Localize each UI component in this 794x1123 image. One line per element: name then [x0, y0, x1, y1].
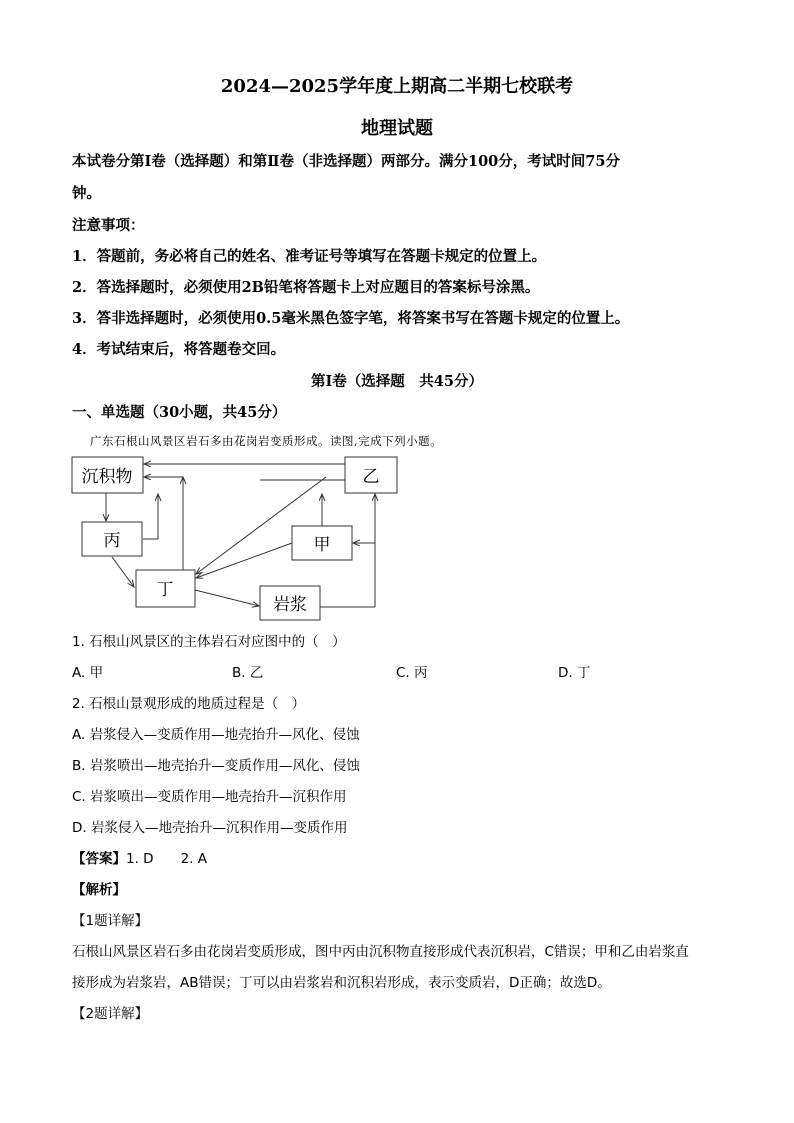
rock-cycle-diagram [60, 450, 400, 625]
notice-item: 1．答题前，务必将自己的姓名、准考证号等填写在答题卡规定的位置上。 [72, 248, 547, 265]
exam-title: 2024—2025学年度上期高二半期七校联考 [220, 76, 574, 97]
q1-stem: 1. 石根山风景区的主体岩石对应图中的（ ） [72, 634, 346, 650]
label-jia: 甲 [313, 535, 331, 555]
intro-line-1: 本试卷分第Ⅰ卷（选择题）和第Ⅱ卷（非选择题）两部分。满分100分，考试时间75分 [72, 153, 620, 170]
notice-item: 3．答非选择题时，必须使用0.5毫米黑色签字笔，将答案书写在答题卡规定的位置上。 [72, 310, 630, 327]
answer-value: 1. D 2. A [126, 851, 207, 867]
detail2-label: 【2题详解】 [72, 1006, 149, 1022]
label-magma: 岩浆 [273, 595, 307, 615]
q1-option-c: C. 丙 [396, 665, 428, 681]
q2-option-b: B. 岩浆喷出—地壳抬升—变质作用—风化、侵蚀 [72, 758, 360, 774]
q2-option-d: D. 岩浆侵入—地壳抬升—沉积作用—变质作用 [72, 820, 348, 836]
notice-item: 2．答选择题时，必须使用2B铅笔将答题卡上对应题目的答案标号涂黑。 [72, 279, 540, 296]
label-yi: 乙 [362, 467, 380, 487]
q1-option-d: D. 丁 [558, 665, 591, 681]
detail1-label: 【1题详解】 [72, 913, 149, 929]
notice-heading: 注意事项： [72, 217, 145, 234]
section-title: 一、单选题（30小题，共45分） [72, 404, 287, 421]
label-bing: 丙 [103, 531, 121, 551]
q1-option-b: B. 乙 [232, 665, 264, 681]
q2-option-a: A. 岩浆侵入—变质作用—地壳抬升—风化、侵蚀 [72, 727, 360, 743]
label-sediment: 沉积物 [81, 467, 133, 487]
analysis-label: 【解析】 [72, 882, 126, 898]
q2-stem: 2. 石根山景观形成的地质过程是（ ） [72, 696, 306, 712]
part-title: 第Ⅰ卷（选择题 共45分） [311, 373, 483, 390]
passage: 广东石根山风景区岩石多由花岗岩变质形成。读图,完成下列小题。 [90, 434, 443, 448]
subject-title: 地理试题 [361, 118, 433, 139]
q1-option-a: A. 甲 [72, 665, 104, 681]
intro-line-2: 钟。 [72, 185, 101, 202]
q2-option-c: C. 岩浆喷出—变质作用—地壳抬升—沉积作用 [72, 789, 347, 805]
detail1-line-2: 接形成为岩浆岩，AB错误；丁可以由岩浆岩和沉积岩形成，表示变质岩，D正确；故选D。 [72, 975, 611, 991]
notice-item: 4．考试结束后，将答题卷交回。 [72, 341, 286, 358]
detail1-line-1: 石根山风景区岩石多由花岗岩变质形成，图中丙由沉积物直接形成代表沉积岩，C错误；甲和乙由岩浆直 [72, 944, 689, 960]
answer-line [72, 847, 207, 867]
answer-label: 【答案】 [72, 851, 126, 867]
label-ding: 丁 [156, 580, 174, 600]
